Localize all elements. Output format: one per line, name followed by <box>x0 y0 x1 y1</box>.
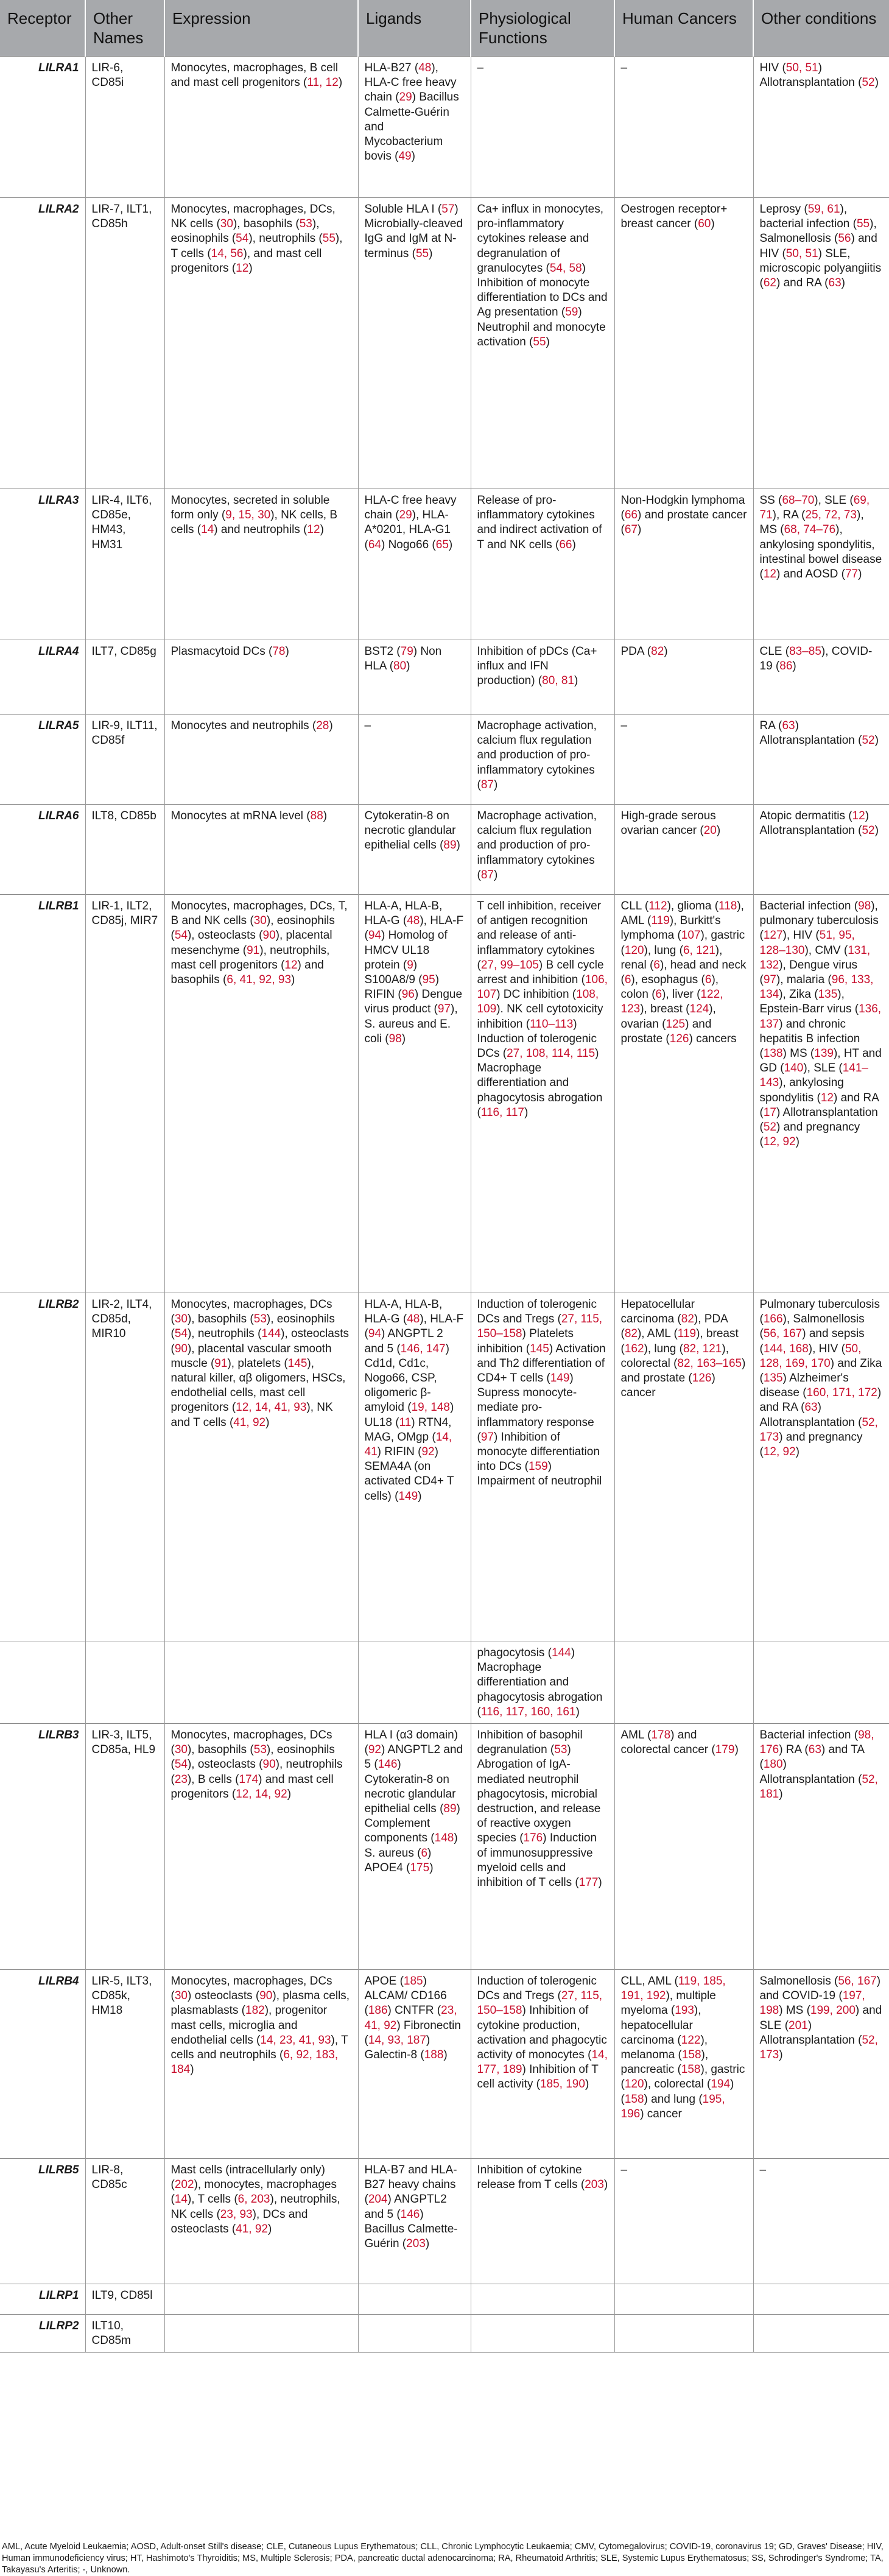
expression-cell: Monocytes, macrophages, DCs (30), basophils (53), eosinophils (54), neutrophils (144), osteoclasts (90), placental vascular smooth muscle (91), platelets (145), natural killer, αβ oligomers, HSCs, endothelial cells, mast cell progenitors (12, 14, 41, 93), NK and T cells (41, 92) <box>164 1293 358 1642</box>
other-names-cell: LIR-1, ILT2, CD85j, MIR7 <box>85 895 164 1293</box>
ligands-cell: – <box>358 715 471 805</box>
functions-cell <box>471 2315 614 2352</box>
functions-cell: – <box>471 57 614 198</box>
table-row <box>0 1293 889 1642</box>
ligands-cell: Cytokeratin-8 on necrotic glandular epithelial cells (89) <box>358 805 471 895</box>
receptor-cell: LILRA6 <box>0 805 85 895</box>
header-receptor: Receptor <box>0 0 85 57</box>
cancers-cell <box>614 2284 753 2315</box>
conditions-cell: HIV (50, 51) Allotransplantation (52) <box>753 57 889 198</box>
table-row <box>0 198 889 489</box>
other-names-cell: ILT9, CD85l <box>85 2284 164 2315</box>
other-names-cell: LIR-4, ILT6, CD85e, HM43, HM31 <box>85 489 164 640</box>
receptor-cell: LILRA1 <box>0 57 85 198</box>
table-body <box>0 57 889 2352</box>
table-row <box>0 895 889 1293</box>
functions-cell: Induction of tolerogenic DCs and Tregs (27, 115, 150–158) Inhibition of cytokine production, activation and phagocytic activity of monocytes (14, 177, 189) Inhibition of T cell activity (185, 190) <box>471 1970 614 2159</box>
expression-cell: Plasmacytoid DCs (78) <box>164 640 358 715</box>
functions-cell: Inhibition of pDCs (Ca+ influx and IFN production) (80, 81) <box>471 640 614 715</box>
other-names-cell <box>85 1642 164 1724</box>
header-ligands: Ligands <box>358 0 471 57</box>
conditions-cell <box>753 1642 889 1724</box>
ligands-cell: HLA-B7 and HLA-B27 heavy chains (204) ANGPTL2 and 5 (146) Bacillus Calmette-Guérin (203) <box>358 2159 471 2284</box>
cancers-cell: Hepatocellular carcinoma (82), PDA (82), AML (119), breast (162), lung (82, 121), colorectal (82, 163–165) and prostate (126) cancer <box>614 1293 753 1642</box>
header-human-cancers: Human Cancers <box>614 0 753 57</box>
header-other-names: Other Names <box>85 0 164 57</box>
conditions-cell: Atopic dermatitis (12) Allotransplantation (52) <box>753 805 889 895</box>
functions-cell: Ca+ influx in monocytes, pro-inflammatory cytokines release and degranulation of granulocytes (54, 58) Inhibition of monocyte differentiation to DCs and Ag presentation (59) Neutrophil and monocyte activation (55) <box>471 198 614 489</box>
functions-cell: phagocytosis (144) Macrophage differentiation and phagocytosis abrogation (116, 117, 160, 161) <box>471 1642 614 1724</box>
expression-cell: Monocytes, macrophages, B cell and mast cell progenitors (11, 12) <box>164 57 358 198</box>
ligands-cell: HLA-A, HLA-B, HLA-G (48), HLA-F (94) Homolog of HMCV UL18 protein (9) S100A8/9 (95) RIFIN (96) Dengue virus product (97), S. aureus and E. coli (98) <box>358 895 471 1293</box>
receptor-cell <box>0 1642 85 1724</box>
expression-cell: Monocytes at mRNA level (88) <box>164 805 358 895</box>
table-row <box>0 2284 889 2315</box>
conditions-cell: Bacterial infection (98), pulmonary tuberculosis (127), HIV (51, 95, 128–130), CMV (131, 132), Dengue virus (97), malaria (96, 133, 134), Zika (135), Epstein-Barr virus (136, 137) and chronic hepatitis B infection (138) MS (139), HT and GD (140), SLE (141–143), ankylosing spondylitis (12) and RA (17) Allotransplantation (52) and pregnancy (12, 92) <box>753 895 889 1293</box>
other-names-cell: LIR-7, ILT1, CD85h <box>85 198 164 489</box>
table-row <box>0 640 889 715</box>
other-names-cell: LIR-3, ILT5, CD85a, HL9 <box>85 1724 164 1970</box>
expression-cell <box>164 2284 358 2315</box>
ligands-cell: HLA-B27 (48), HLA-C free heavy chain (29) Bacillus Calmette-Guérin and Mycobacterium bovis (49) <box>358 57 471 198</box>
expression-cell: Monocytes, macrophages, DCs (30) osteoclasts (90), plasma cells, plasmablasts (182), progenitor mast cells, microglia and endothelial cells (14, 23, 41, 93), T cells and neutrophils (6, 92, 183, 184) <box>164 1970 358 2159</box>
table-row <box>0 805 889 895</box>
table-row <box>0 2159 889 2284</box>
table-row <box>0 1642 889 1724</box>
ligands-cell: BST2 (79) Non HLA (80) <box>358 640 471 715</box>
conditions-cell: – <box>753 2159 889 2284</box>
header-expression: Expression <box>164 0 358 57</box>
functions-cell: Inhibition of cytokine release from T cells (203) <box>471 2159 614 2284</box>
receptor-cell: LILRB5 <box>0 2159 85 2284</box>
table-footnote: AML, Acute Myeloid Leukaemia; AOSD, Adult-onset Still's disease; CLE, Cutaneous Lupus Erythematous; CLL, Chronic Lymphocytic Leukaemia; CMV, Cytomegalovirus; COVID-19, coronavirus 19; GD, Graves' Disease; HIV, Human immunodeficiency virus; HT, Hashimoto's Thyroiditis; MS, Multiple Sclerosis; PDA, pancreatic ductal adenocarcinoma; RA, Rheumatoid Arthritis; SLE, Systemic Lupus Erythematosus; SS, Schrodinger's Syndrome; TA, Takayasu's Arteritis; -, Unknown. <box>2 2542 884 2575</box>
ligands-cell: HLA I (α3 domain) (92) ANGPTL2 and 5 (146) Cytokeratin-8 on necrotic glandular epithelial cells (89) Complement components (148) S. aureus (6) APOE4 (175) <box>358 1724 471 1970</box>
receptor-cell: LILRB1 <box>0 895 85 1293</box>
cancers-cell: – <box>614 715 753 805</box>
cancers-cell <box>614 2315 753 2352</box>
ligands-cell: HLA-A, HLA-B, HLA-G (48), HLA-F (94) ANGPTL 2 and 5 (146, 147) Cd1d, Cd1c, Nogo66, CSP, oligomeric β-amyloid (19, 148) UL18 (11) RTN4, MAG, OMgp (14, 41) RIFIN (92) SEMA4A (on activated CD4+ T cells) (149) <box>358 1293 471 1642</box>
table-row <box>0 715 889 805</box>
receptor-cell: LILRA4 <box>0 640 85 715</box>
expression-cell <box>164 1642 358 1724</box>
conditions-cell: Bacterial infection (98, 176) RA (63) and TA (180) Allotransplantation (52, 181) <box>753 1724 889 1970</box>
other-names-cell: ILT10, CD85m <box>85 2315 164 2352</box>
receptor-cell: LILRP1 <box>0 2284 85 2315</box>
functions-cell: Macrophage activation, calcium flux regulation and production of pro-inflammatory cytokines (87) <box>471 805 614 895</box>
cancers-cell: High-grade serous ovarian cancer (20) <box>614 805 753 895</box>
table-row <box>0 489 889 640</box>
conditions-cell: CLE (83–85), COVID-19 (86) <box>753 640 889 715</box>
cancers-cell: Oestrogen receptor+ breast cancer (60) <box>614 198 753 489</box>
expression-cell: Monocytes, macrophages, DCs, T, B and NK cells (30), eosinophils (54), osteoclasts (90), placental mesenchyme (91), neutrophils, mast cell progenitors (12) and basophils (6, 41, 92, 93) <box>164 895 358 1293</box>
conditions-cell: RA (63) Allotransplantation (52) <box>753 715 889 805</box>
cancers-cell: Non-Hodgkin lymphoma (66) and prostate cancer (67) <box>614 489 753 640</box>
functions-cell: Induction of tolerogenic DCs and Tregs (27, 115, 150–158) Platelets inhibition (145) Activation and Th2 differentiation of CD4+ T cells (149) Supress monocyte-mediate pro-inflammatory response (97) Inhibition of monocyte differentiation into DCs (159) Impairment of neutrophil <box>471 1293 614 1642</box>
expression-cell: Monocytes and neutrophils (28) <box>164 715 358 805</box>
functions-cell <box>471 2284 614 2315</box>
ligands-cell <box>358 1642 471 1724</box>
conditions-cell <box>753 2315 889 2352</box>
cancers-cell: CLL, AML (119, 185, 191, 192), multiple myeloma (193), hepatocellular carcinoma (122), melanoma (158), pancreatic (158), gastric (120), colorectal (194) (158) and lung (195, 196) cancer <box>614 1970 753 2159</box>
expression-cell: Monocytes, macrophages, DCs (30), basophils (53), eosinophils (54), osteoclasts (90), neutrophils (23), B cells (174) and mast cell progenitors (12, 14, 92) <box>164 1724 358 1970</box>
header-other-conditions: Other conditions <box>753 0 889 57</box>
cancers-cell: – <box>614 57 753 198</box>
conditions-cell: SS (68–70), SLE (69, 71), RA (25, 72, 73), MS (68, 74–76), ankylosing spondylitis, intestinal bowel disease (12) and AOSD (77) <box>753 489 889 640</box>
receptor-cell: LILRB4 <box>0 1970 85 2159</box>
functions-cell: Macrophage activation, calcium flux regulation and production of pro-inflammatory cytokines (87) <box>471 715 614 805</box>
other-names-cell: LIR-5, ILT3, CD85k, HM18 <box>85 1970 164 2159</box>
cancers-cell: CLL (112), glioma (118), AML (119), Burkitt's lymphoma (107), gastric (120), lung (6, 121), renal (6), head and neck (6), esophagus (6), colon (6), liver (122, 123), breast (124), ovarian (125) and prostate (126) cancers <box>614 895 753 1293</box>
table-row <box>0 1724 889 1970</box>
functions-cell: T cell inhibition, receiver of antigen recognition and release of anti-inflammatory cytokines (27, 99–105) B cell cycle arrest and inhibition (106, 107) DC inhibition (108, 109). NK cell cytotoxicity inhibition (110–113) Induction of tolerogenic DCs (27, 108, 114, 115) Macrophage differentiation and phagocytosis abrogation (116, 117) <box>471 895 614 1293</box>
expression-cell: Monocytes, secreted in soluble form only (9, 15, 30), NK cells, B cells (14) and neutrophils (12) <box>164 489 358 640</box>
receptor-cell: LILRB2 <box>0 1293 85 1642</box>
conditions-cell: Leprosy (59, 61), bacterial infection (55), Salmonellosis (56) and HIV (50, 51) SLE, microscopic polyangiitis (62) and RA (63) <box>753 198 889 489</box>
receptor-cell: LILRA2 <box>0 198 85 489</box>
other-names-cell: LIR-2, ILT4, CD85d, MIR10 <box>85 1293 164 1642</box>
conditions-cell <box>753 2284 889 2315</box>
receptor-cell: LILRA5 <box>0 715 85 805</box>
ligands-cell: APOE (185) ALCAM/ CD166 (186) CNTFR (23, 41, 92) Fibronectin (14, 93, 187) Galectin-8 (188) <box>358 1970 471 2159</box>
other-names-cell: LIR-8, CD85c <box>85 2159 164 2284</box>
cancers-cell: PDA (82) <box>614 640 753 715</box>
ligands-cell: Soluble HLA I (57) Microbially-cleaved IgG and IgM at N-terminus (55) <box>358 198 471 489</box>
cancers-cell: – <box>614 2159 753 2284</box>
other-names-cell: ILT8, CD85b <box>85 805 164 895</box>
expression-cell <box>164 2315 358 2352</box>
functions-cell: Release of pro-inflammatory cytokines and indirect activation of T and NK cells (66) <box>471 489 614 640</box>
other-names-cell: ILT7, CD85g <box>85 640 164 715</box>
ligands-cell <box>358 2315 471 2352</box>
table-row <box>0 1970 889 2159</box>
expression-cell: Monocytes, macrophages, DCs, NK cells (30), basophils (53), eosinophils (54), neutrophils (55), T cells (14, 56), and mast cell progenitors (12) <box>164 198 358 489</box>
header-physiological-functions: Physiological Functions <box>471 0 614 57</box>
ligands-cell <box>358 2284 471 2315</box>
cancers-cell <box>614 1642 753 1724</box>
other-names-cell: LIR-6, CD85i <box>85 57 164 198</box>
functions-cell: Inhibition of basophil degranulation (53) Abrogation of IgA-mediated neutrophil phagocytosis, microbial destruction, and release of reactive oxygen species (176) Induction of immunosuppressive myeloid cells and inhibition of T cells (177) <box>471 1724 614 1970</box>
conditions-cell: Pulmonary tuberculosis (166), Salmonellosis (56, 167) and sepsis (144, 168), HIV (50, 128, 169, 170) and Zika (135) Alzheimer's disease (160, 171, 172) and RA (63) Allotransplantation (52, 173) and pregnancy (12, 92) <box>753 1293 889 1642</box>
table-row <box>0 2315 889 2352</box>
receptor-cell: LILRP2 <box>0 2315 85 2352</box>
conditions-cell: Salmonellosis (56, 167) and COVID-19 (197, 198) MS (199, 200) and SLE (201) Allotransplantation (52, 173) <box>753 1970 889 2159</box>
ligands-cell: HLA-C free heavy chain (29), HLA-A*0201, HLA-G1 (64) Nogo66 (65) <box>358 489 471 640</box>
expression-cell: Mast cells (intracellularly only) (202), monocytes, macrophages (14), T cells (6, 203), neutrophils, NK cells (23, 93), DCs and osteoclasts (41, 92) <box>164 2159 358 2284</box>
header-row <box>0 0 889 57</box>
receptor-cell: LILRA3 <box>0 489 85 640</box>
receptor-cell: LILRB3 <box>0 1724 85 1970</box>
other-names-cell: LIR-9, ILT11, CD85f <box>85 715 164 805</box>
table-row <box>0 57 889 198</box>
cancers-cell: AML (178) and colorectal cancer (179) <box>614 1724 753 1970</box>
